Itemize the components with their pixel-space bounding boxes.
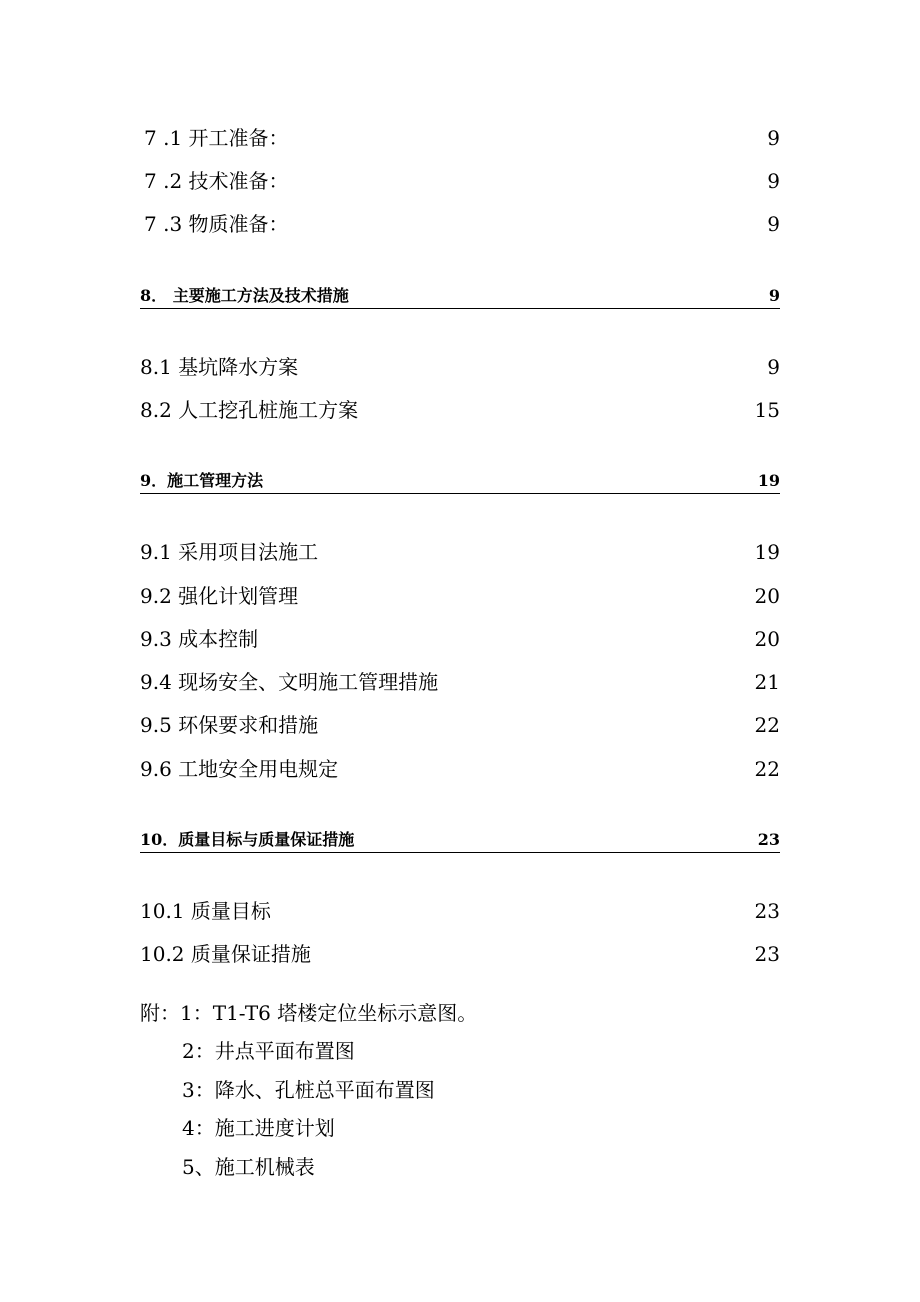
appendix-item: 附：1：T1-T6 塔楼定位坐标示意图。 xyxy=(140,1001,478,1025)
toc-heading-page: 9 xyxy=(768,286,780,305)
toc-entry-title: 10.1 质量目标 xyxy=(140,899,271,923)
toc-entry-title: 8.2 人工挖孔桩施工方案 xyxy=(140,398,359,422)
toc-entry-title: 7 .1 开工准备： xyxy=(144,126,289,150)
toc-entry-page: 19 xyxy=(754,540,780,564)
toc-entry[interactable] xyxy=(140,623,780,655)
toc-entry[interactable] xyxy=(140,208,780,240)
toc-entry-title: 7 .3 物质准备： xyxy=(144,212,289,236)
toc-heading-10[interactable] xyxy=(140,828,780,853)
toc-entry-page: 15 xyxy=(754,398,780,422)
appendix-item: 2：井点平面布置图 xyxy=(182,1039,355,1063)
toc-entry[interactable] xyxy=(140,709,780,741)
toc-entry[interactable] xyxy=(140,753,780,785)
toc-entry[interactable] xyxy=(140,122,780,154)
appendix-item: 4：施工进度计划 xyxy=(182,1116,335,1140)
toc-entry-page: 20 xyxy=(754,627,780,651)
toc-entry-page: 22 xyxy=(754,713,780,737)
toc-entry-title: 9.5 环保要求和措施 xyxy=(140,713,319,737)
toc-entry[interactable] xyxy=(140,351,780,383)
toc-entry-page: 9 xyxy=(767,126,780,150)
appendix-item: 5、施工机械表 xyxy=(182,1155,315,1179)
toc-heading-title: 8． 主要施工方法及技术措施 xyxy=(140,286,349,305)
toc-entry-page: 9 xyxy=(767,355,780,379)
toc-heading-title: 10．质量目标与质量保证措施 xyxy=(140,830,355,849)
toc-entry-page: 21 xyxy=(754,670,780,694)
toc-entry-title: 10.2 质量保证措施 xyxy=(140,942,311,966)
toc-entry-title: 9.3 成本控制 xyxy=(140,627,259,651)
toc-entry-title: 9.6 工地安全用电规定 xyxy=(140,757,339,781)
toc-entry-title: 7 .2 技术准备： xyxy=(144,169,289,193)
toc-entry-title: 9.4 现场安全、文明施工管理措施 xyxy=(140,670,439,694)
toc-entry[interactable] xyxy=(140,938,780,970)
toc-heading-8[interactable] xyxy=(140,284,780,309)
toc-heading-page: 23 xyxy=(757,830,780,849)
toc-entry-title: 8.1 基坑降水方案 xyxy=(140,355,299,379)
toc-entry[interactable] xyxy=(140,165,780,197)
toc-heading-page: 19 xyxy=(757,471,780,490)
toc-heading-9[interactable] xyxy=(140,469,780,494)
toc-entry-page: 23 xyxy=(754,899,780,923)
toc-entry[interactable] xyxy=(140,580,780,612)
toc-entry[interactable] xyxy=(140,394,780,426)
toc-entry[interactable] xyxy=(140,666,780,698)
toc-entry-title: 9.2 强化计划管理 xyxy=(140,584,299,608)
toc-entry-page: 9 xyxy=(767,212,780,236)
toc-entry[interactable] xyxy=(140,895,780,927)
toc-entry-page: 23 xyxy=(754,942,780,966)
toc-entry-title: 9.1 采用项目法施工 xyxy=(140,540,319,564)
toc-entry-page: 9 xyxy=(767,169,780,193)
appendix-item: 3：降水、孔桩总平面布置图 xyxy=(182,1078,435,1102)
toc-entry-page: 22 xyxy=(754,757,780,781)
toc-entry[interactable] xyxy=(140,536,780,568)
toc-heading-title: 9．施工管理方法 xyxy=(140,471,264,490)
toc-entry-page: 20 xyxy=(754,584,780,608)
